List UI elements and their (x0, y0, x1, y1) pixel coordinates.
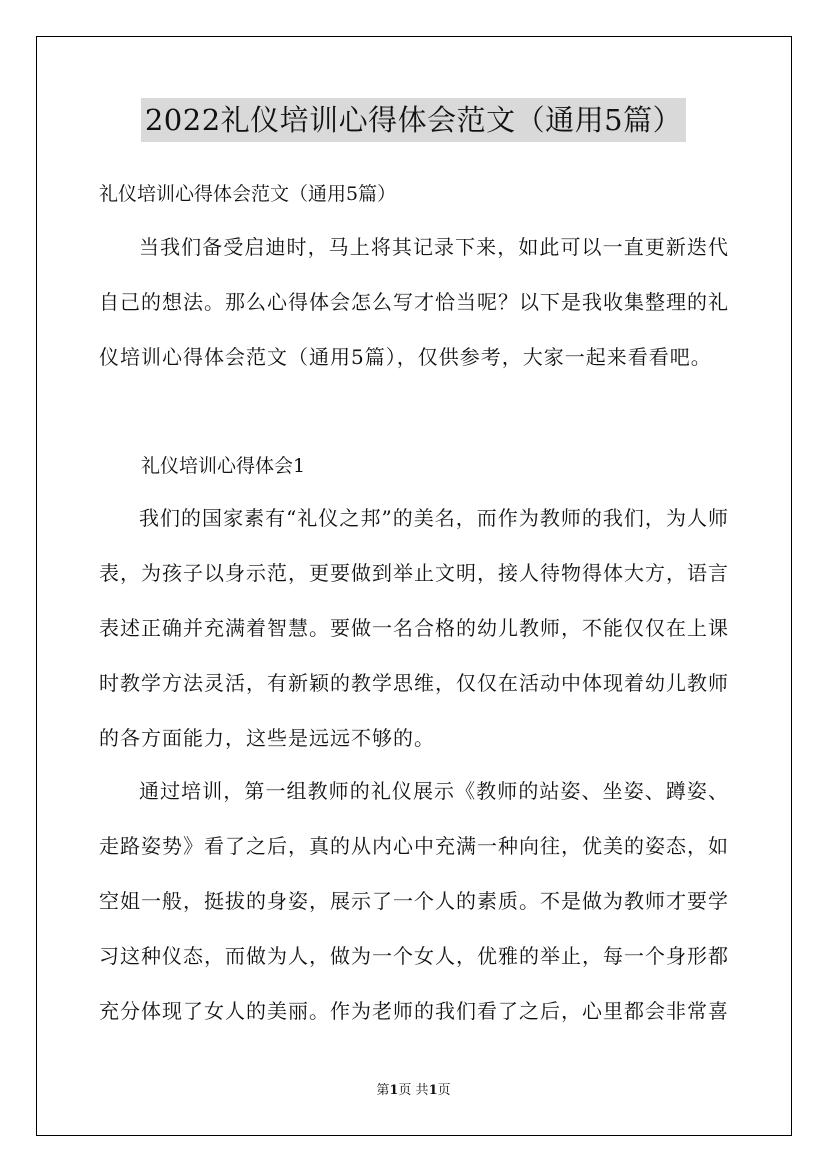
footer-mid: 页 共 (398, 1083, 429, 1098)
body-paragraph-2: 通过培训，第一组教师的礼仪展示《教师的站姿、坐姿、蹲姿、走路姿势》看了之后，真的从内心中充满一种向往，优美的姿态，如空姐一般，挺拔的身姿，展示了一个人的素质。不是做为教师才要学习这种仪态，而做为人，做为一个女人，优雅的举止，每一个身形都充分体现了女人的美丽。作为老师的我们看了之后，心里都会非常喜 (99, 779, 729, 1023)
section-heading: 礼仪培训心得体会1 (141, 455, 306, 477)
page-footer (0, 1081, 827, 1101)
body-paragraph-1: 我们的国家素有“礼仪之邦”的美名，而作为教师的我们，为人师表，为孩子以身示范，更要做到举止文明，接人待物得体大方，语言表述正确并充满着智慧。要做一名合格的幼儿教师，不能仅仅在上课时教学方法灵活，有新颖的教学思维，仅仅在活动中体现着幼儿教师的各方面能力，这些是远远不够的。 (99, 506, 729, 750)
document-title: 2022礼仪培训心得体会范文（通用5篇） (141, 98, 686, 142)
title-container (0, 98, 827, 142)
footer-page-total: 1 (428, 1083, 438, 1098)
document-subtitle: 礼仪培训心得体会范文（通用5篇） (99, 183, 397, 205)
footer-page-number: 1 (389, 1083, 399, 1098)
footer-prefix: 第 (376, 1083, 390, 1098)
intro-paragraph: 当我们备受启迪时，马上将其记录下来，如此可以一直更新迭代自己的想法。那么心得体会怎么写才恰当呢？以下是我收集整理的礼仪培训心得体会范文（通用5篇），仅供参考，大家一起来看看吧。 (99, 235, 729, 369)
footer-suffix: 页 (437, 1083, 451, 1098)
